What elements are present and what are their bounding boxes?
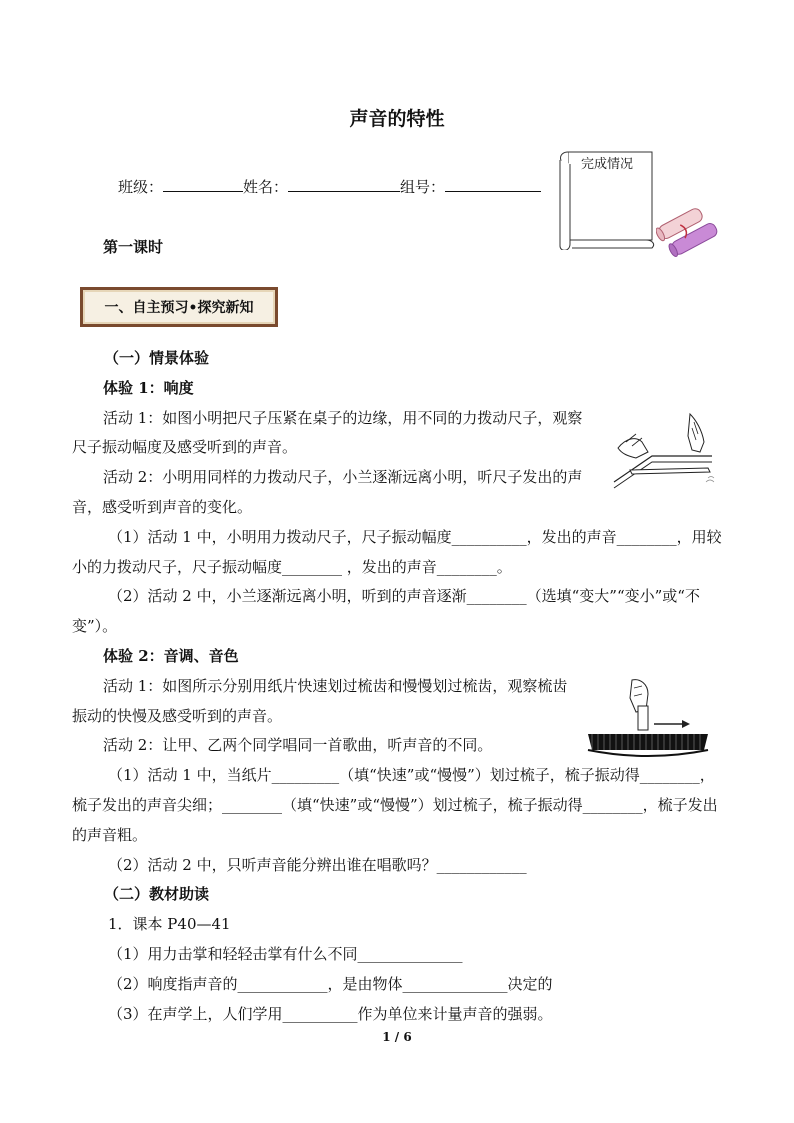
page-title: 声音的特性: [349, 108, 445, 130]
exp1-question2: （2）活动 2 中，小兰逐渐远离小明，听到的声音逐渐________（选填“变大”“变小”或“不变”）。: [72, 587, 700, 636]
exp2-activity2: 活动 2：让甲、乙两个同学唱同一首歌曲，听声音的不同。: [103, 736, 493, 755]
reading-q3: （3）在声学上，人们学用__________作为单位来计量声音的强弱。: [108, 1004, 553, 1023]
ruler-illustration: [612, 412, 716, 490]
student-info-fields: [118, 176, 541, 197]
exp2-question2: （2）活动 2 中，只听声音能分辨出谁在唱歌吗？____________: [108, 855, 527, 874]
group-blank[interactable]: [445, 177, 541, 192]
exp2-heading: 体验 2：音调、音色: [103, 646, 239, 665]
lesson-label: 第一课时: [103, 238, 164, 256]
part1-heading: （一）情景体验: [104, 349, 210, 367]
exp1-question1: （1）活动 1 中，小明用力拨动尺子，尺子振动幅度__________，发出的声音________，用较小的力拨动尺子，尺子振动幅度________ ，发出的声音________。: [72, 527, 722, 576]
section-banner: 一、自主预习•探究新知: [80, 287, 278, 327]
completion-scroll-box: [556, 146, 656, 250]
rolled-scroll-icon: [656, 204, 722, 266]
part2-heading: （二）教材助读: [104, 885, 210, 904]
exp1-activity1: 活动 1：如图小明把尺子压紧在桌子的边缘，用不同的力拨动尺子，观察尺子振动幅度及感受听到的声音。: [72, 408, 583, 457]
reading-q1: （1）用力击掌和轻轻击掌有什么不同______________: [108, 944, 463, 963]
exp1-activity2: 活动 2：小明用同样的力拨动尺子，小兰逐渐远离小明，听尺子发出的声音，感受听到声音的变化。: [72, 468, 583, 516]
page-number: 1 / 6: [382, 1030, 412, 1044]
completion-label: 完成情况: [581, 157, 634, 172]
class-label: 班级：: [118, 178, 164, 196]
exp2-activity1: 活动 1：如图所示分别用纸片快速划过梳齿和慢慢划过梳齿，观察梳齿振动的快慢及感受听到的声音。: [72, 676, 568, 725]
comb-illustration: [584, 676, 714, 762]
group-label: 组号：: [400, 178, 446, 196]
name-blank[interactable]: [288, 177, 400, 192]
exp2-question1: （1）活动 1 中，当纸片_________（填“快速”或“慢慢”）划过梳子，梳子振动得________，梳子发出的声音尖细；________（填“快速”或“慢慢”）划过梳子，梳子振动得________，梳子发出的声音粗。: [72, 766, 718, 844]
exp1-heading: 体验 1：响度: [103, 378, 194, 397]
class-blank[interactable]: [163, 177, 243, 192]
reading-q2: （2）响度指声音的____________，是由物体______________决定的: [108, 974, 553, 993]
name-label: 姓名：: [243, 178, 289, 196]
reading-reference: 1．课本 P40—41: [108, 915, 231, 934]
